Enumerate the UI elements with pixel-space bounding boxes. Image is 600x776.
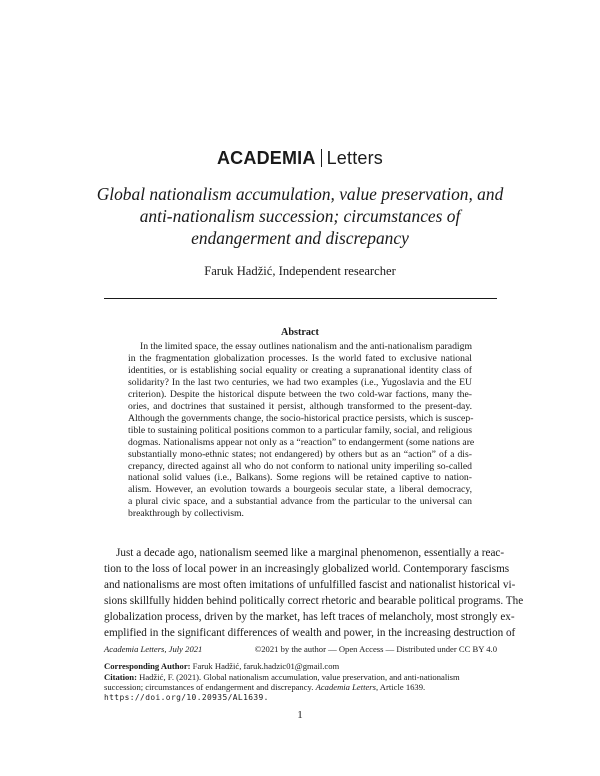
author-line: Faruk Hadžić, Independent researcher bbox=[204, 264, 396, 278]
page-number: 1 bbox=[297, 709, 303, 721]
masthead-divider bbox=[321, 149, 322, 167]
footer-details bbox=[104, 661, 497, 703]
masthead-brand: ACADEMIA bbox=[216, 148, 316, 168]
abstract-line: breakthrough by collectivism. bbox=[128, 508, 244, 520]
body-line: tion to the loss of local power in an increasingly globalized world. Contemporary fascisms bbox=[104, 563, 510, 576]
masthead-section: Letters bbox=[326, 148, 384, 168]
license-note: ©2021 by the author — Open Access — Distributed under CC BY 4.0 bbox=[254, 644, 497, 654]
abstract-line: a plural civic space, and a substantial advance from the particular to the universal can bbox=[128, 496, 472, 508]
body-paragraph bbox=[104, 545, 524, 642]
abstract-line: national solid values (i.e., Balkans). Some regions will be retained captive to nation- bbox=[128, 472, 472, 484]
citation-journal: Academia Letters bbox=[315, 682, 376, 693]
journal-issue: Academia Letters, July 2021 bbox=[104, 644, 203, 654]
abstract-line: substantially mono-ethnic states; not endangered) by others but as an “action” of a dis- bbox=[128, 448, 472, 460]
page-footer bbox=[104, 644, 497, 703]
abstract-line: solidarity? In the last two centuries, we had two examples (i.e., Yugoslavia and the EU bbox=[128, 376, 472, 388]
body-line: globalization process, driven by the market, has left traces of melancholy, most strongly ex- bbox=[104, 611, 515, 624]
citation-text: Hadžić, F. (2021). Global nationalism accumulation, value preservation, and anti-nationalism bbox=[139, 671, 460, 682]
title-line: anti-nationalism succession; circumstances of bbox=[139, 206, 461, 226]
paper-title bbox=[90, 183, 510, 249]
abstract-line: crepancy, directed against all who do not conform to national unity imperiling so-called bbox=[128, 460, 472, 472]
abstract-line: ories, and doctrines that sustained it persist, although transformed to the present-day. bbox=[128, 400, 472, 412]
footer-meta bbox=[104, 644, 497, 654]
abstract-heading: Abstract bbox=[281, 327, 319, 338]
citation-label: Citation: bbox=[104, 671, 137, 682]
body-line: Just a decade ago, nationalism seemed like a marginal phenomenon, essentially a reac- bbox=[116, 547, 505, 559]
citation-line bbox=[104, 682, 497, 692]
abstract-line: criterion). Despite the historical dispute between the two cold-war factions, many the- bbox=[128, 388, 472, 400]
corresponding-value: Faruk Hadžić, faruk.hadzic01@gmail.com bbox=[192, 661, 340, 672]
abstract-line: in the fragmentation globalization processes. Is the world fated to exclusive national bbox=[128, 352, 472, 364]
title-line: Global nationalism accumulation, value preservation, and bbox=[96, 184, 504, 204]
title-line: endangerment and discrepancy bbox=[191, 228, 409, 248]
citation-line bbox=[104, 672, 497, 682]
abstract-line: Although the governments change, the socio-historical practice persists, which is suscep- bbox=[128, 412, 474, 424]
doi-link[interactable]: https://doi.org/10.20935/AL1639. bbox=[104, 692, 269, 702]
journal-masthead bbox=[0, 148, 600, 169]
abstract-line: dogmas. Nationalisms appear not only as a “reaction” to endangerment (some nations are bbox=[128, 436, 475, 448]
abstract-line: identities, or is establishing social equality or creating a supranational identity class of bbox=[128, 364, 472, 376]
corresponding-label: Corresponding Author: bbox=[104, 661, 191, 672]
body-line: sions skillfully hidden behind politically correct rhetoric and bearable political programs. The bbox=[104, 595, 524, 608]
header-rule bbox=[104, 298, 497, 299]
citation-text: succession; circumstances of endangerment and discrepancy. bbox=[104, 682, 314, 693]
abstract-line: alism. However, an evolution towards a bourgeois secular state, a liberal democracy, bbox=[128, 484, 472, 496]
citation-article: , Article 1639. bbox=[375, 682, 426, 693]
body-line: and nationalisms are most often imitations of unfulfilled fascist and nationalist historical vi- bbox=[104, 579, 516, 592]
abstract-body bbox=[128, 341, 475, 520]
body-line: emplified in the significant differences of wealth and power, in the increasing destruction of bbox=[104, 627, 516, 640]
corresponding-author bbox=[104, 661, 497, 671]
abstract-line: In the limited space, the essay outlines nationalism and the anti-nationalism paradigm bbox=[140, 341, 472, 352]
abstract-line: tible to sustaining political positions common to a particular family, social, and religious bbox=[128, 424, 472, 436]
